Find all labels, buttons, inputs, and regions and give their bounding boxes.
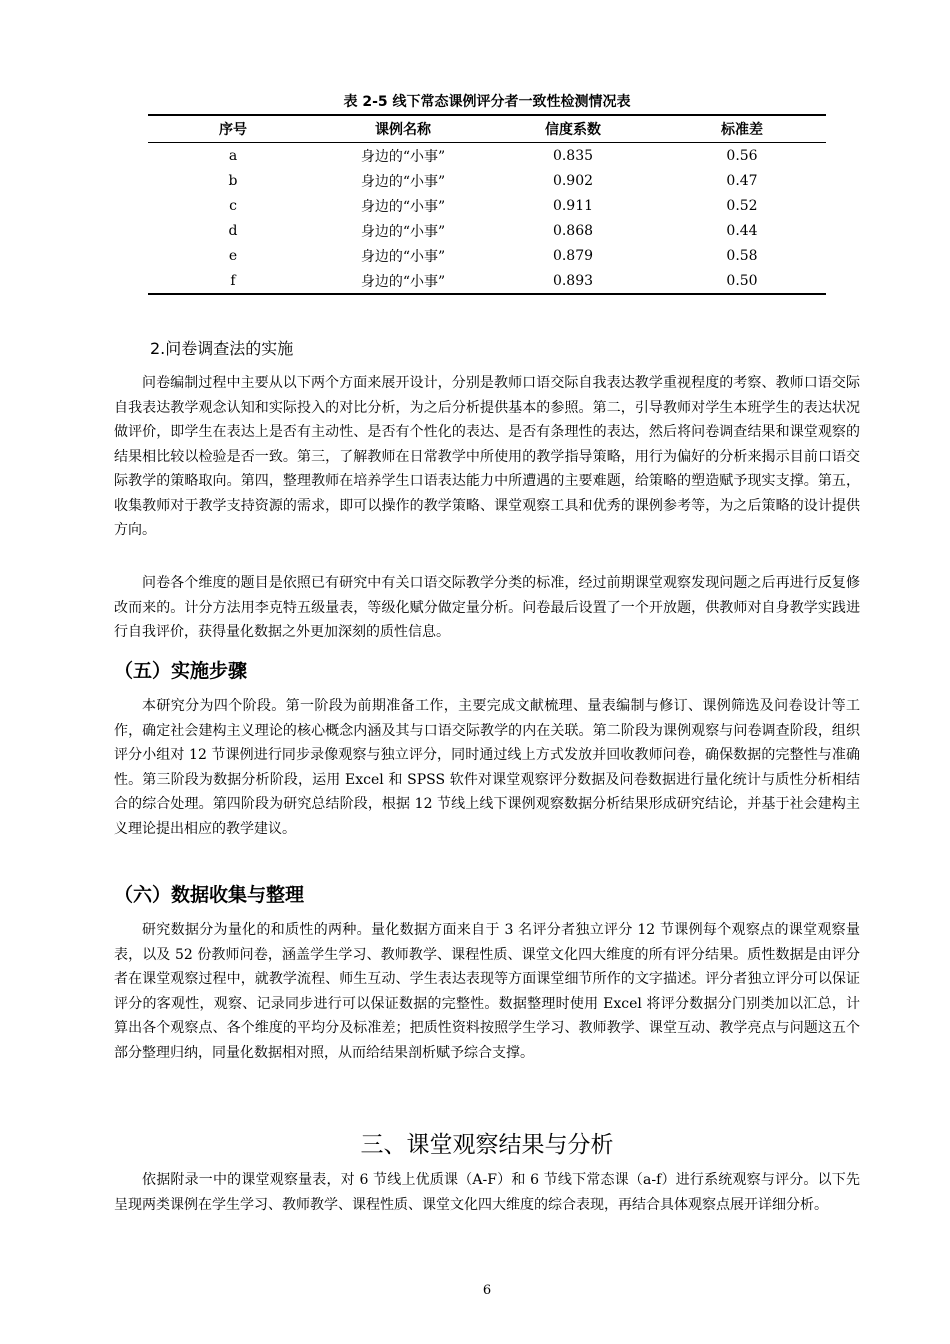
table-cell: 0.911	[552, 197, 594, 214]
table-cell: 0.52	[726, 197, 758, 214]
table-row	[148, 218, 826, 243]
column-header: 序号	[148, 115, 318, 143]
table-cell: b	[228, 172, 238, 189]
column-header: 标准差	[658, 115, 826, 143]
table-cell: 身边的“小事”	[360, 198, 446, 215]
subsection-heading: 2.问卷调查法的实施	[150, 339, 294, 358]
table-cell: d	[228, 222, 238, 239]
body-paragraph: 依据附录一中的课堂观察量表，对 6 节线上优质课（A-F）和 6 节线下常态课（a-f）进行系统观察与评分。以下先呈现两类课例在学生学习、教师教学、课程性质、课堂文化四大维度的综合表现，再结合具体观察点展开详细分析。	[114, 1172, 860, 1213]
body-paragraph: 问卷各个维度的题目是依照已有研究中有关口语交际教学分类的标准，经过前期课堂观察发现问题之后再进行反复修改而来的。计分方法用李克特五级量表，等级化赋分做定量分析。问卷最后设置了一个开放题，供教师对自身教学实践进行自我评价，获得量化数据之外更加深刻的质性信息。	[114, 575, 860, 640]
table-row	[148, 143, 826, 169]
table-cell: e	[228, 247, 238, 264]
table-header-row	[148, 115, 826, 143]
table-cell: 身边的“小事”	[360, 223, 446, 240]
body-paragraph: 研究数据分为量化的和质性的两种。量化数据方面来自于 3 名评分者独立评分 12 节课例每个观察点的课堂观察量表，以及 52 份教师问卷，涵盖学生学习、教师教学、课程性质、课堂文化四大维度的所有评分结果。质性数据是由评分者在课堂观察过程中，就教学流程、师生互动、学生表达表现等方面课堂细节所作的文字描述。评分者独立评分可以保证评分的客观性，观察、记录同步进行可以保证数据的完整性。数据整理时使用 Excel 将评分数据分门别类加以汇总，计算出各个观察点、各个维度的平均分及标准差；把质性资料按照学生学习、教师教学、课堂互动、教学亮点与问题这五个部分整理归纳，同量化数据相对照，从而给结果剖析赋予综合支撑。	[114, 922, 860, 1061]
table-row	[148, 193, 826, 218]
table-cell: 身边的“小事”	[360, 248, 446, 265]
table-row	[148, 268, 826, 294]
table-cell: f	[148, 268, 318, 294]
section-heading: （六）数据收集与整理	[114, 884, 305, 906]
table-cell: 0.44	[726, 222, 758, 239]
table-cell: 0.47	[726, 172, 758, 189]
table-cell: 0.58	[726, 247, 758, 264]
table-cell: 身边的“小事”	[318, 268, 488, 294]
table-cell: 身边的“小事”	[360, 148, 446, 165]
reliability-table	[148, 114, 826, 295]
table-row	[148, 243, 826, 268]
body-paragraph: 本研究分为四个阶段。第一阶段为前期准备工作，主要完成文献梳理、量表编制与修订、课例筛选及问卷设计等工作，确定社会建构主义理论的核心概念内涵及其与口语交际教学的内在关联。第二阶段为课例观察与问卷调查阶段，组织评分小组对 12 节课例进行同步录像观察与独立评分，同时通过线上方式发放并回收教师问卷，确保数据的完整性与准确性。第三阶段为数据分析阶段，运用 Excel 和 SPSS 软件对课堂观察评分数据及问卷数据进行量化统计与质性分析相结合的综合处理。第四阶段为研究总结阶段，根据 12 节线上线下课例观察数据分析结果形成研究结论，并基于社会建构主义理论提出相应的教学建议。	[114, 698, 860, 837]
chapter-heading: 三、课堂观察结果与分析	[360, 1132, 614, 1158]
table-cell: 0.893	[488, 268, 658, 294]
body-paragraph: 问卷编制过程中主要从以下两个方面来展开设计，分别是教师口语交际自我表达教学重视程度的考察、教师口语交际自我表达教学观念认知和实际投入的对比分析，为之后分析提供基本的参照。第二，引导教师对学生本班学生的表达状况做评价，即学生在表达上是否有主动性、是否有个性化的表达、是否有条理性的表达，然后将问卷调查结果和课堂观察的结果相比较以检验是否一致。第三，了解教师在日常教学中所使用的教学指导策略，用行为偏好的分析来揭示目前口语交际教学的策略取向。第四，整理教师在培养学生口语表达能力中所遭遇的主要难题，给策略的塑造赋予现实支撑。第五，收集教师对于教学支持资源的需求，即可以操作的教学策略、课堂观察工具和优秀的课例参考等，为之后策略的设计提供方向。	[114, 375, 860, 538]
table-cell: c	[229, 197, 237, 214]
table-cell: 身边的“小事”	[360, 173, 446, 190]
table-cell: 0.56	[726, 147, 758, 164]
table-cell: 0.50	[658, 268, 826, 294]
table-cell: 0.835	[552, 147, 594, 164]
table-cell: 0.902	[552, 172, 594, 189]
table-cell: a	[228, 147, 238, 164]
table-row	[148, 168, 826, 193]
column-header: 课例名称	[318, 115, 488, 143]
page-number: 6	[482, 1283, 492, 1298]
table-cell: 0.879	[552, 247, 594, 264]
column-header: 信度系数	[488, 115, 658, 143]
table-caption: 表 2-5 线下常态课例评分者一致性检测情况表	[343, 94, 631, 110]
table-cell: 0.868	[552, 222, 594, 239]
section-heading: （五）实施步骤	[114, 660, 248, 682]
